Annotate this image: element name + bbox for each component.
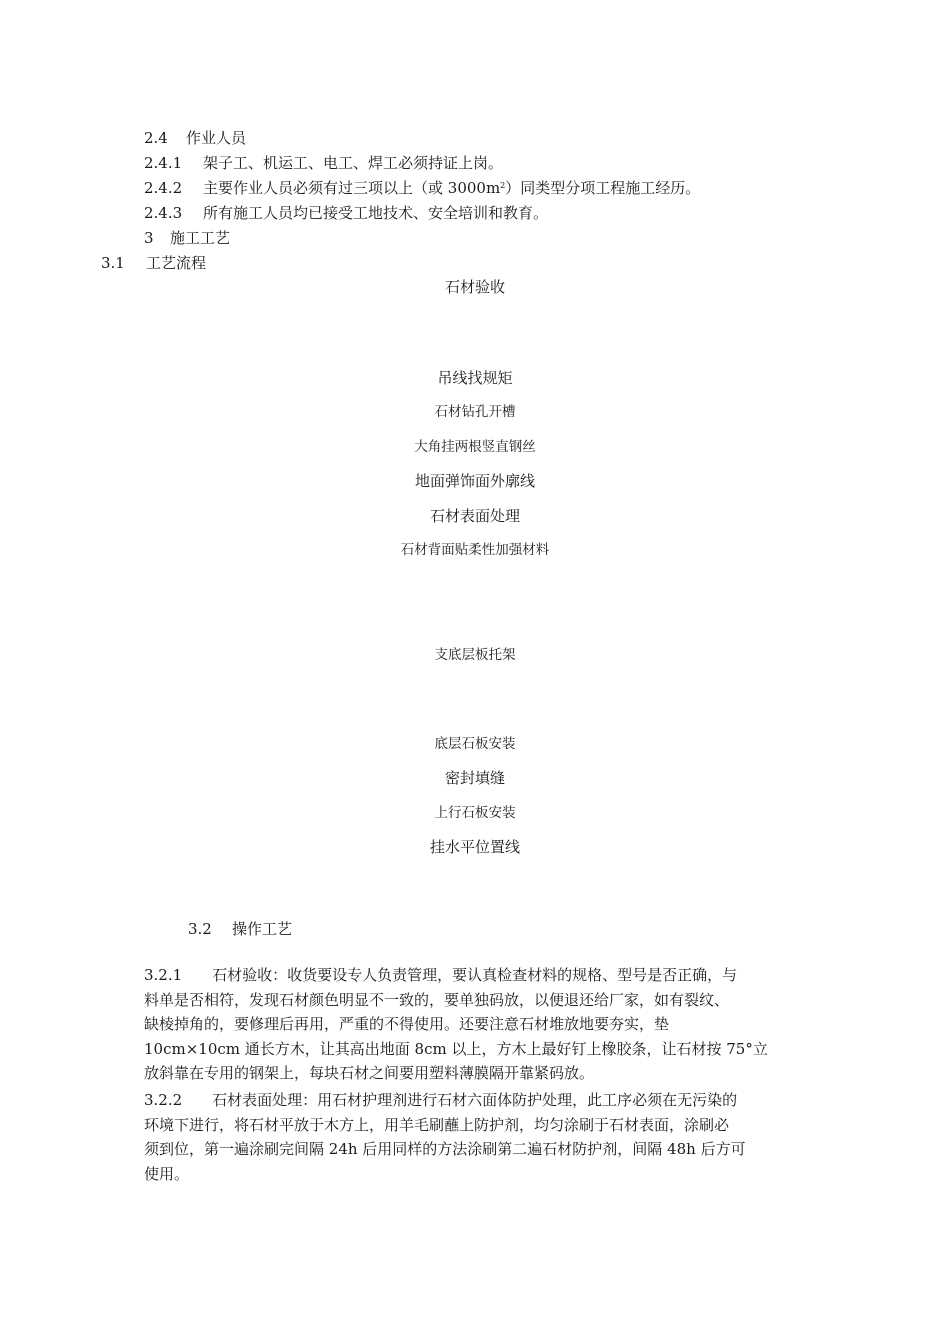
section-title: 施工工艺 <box>170 229 231 247</box>
flow-step: 挂水平位置线 <box>429 838 520 856</box>
paragraph-line: 3.2.1 石材验收：收货要设专人负责管理，要认真检查材料的规格、型号是否正确，与 <box>144 966 738 984</box>
section-3-heading <box>144 228 230 248</box>
item-2-4-2 <box>144 178 700 198</box>
item-text-before: 主要作业人员必须有过三项以上（或 3000m <box>203 179 501 197</box>
flow-step: 石材验收 <box>444 278 505 296</box>
item-number: 2.4.2 <box>144 179 183 197</box>
section-2-4-heading <box>144 128 246 148</box>
paragraph-line: 料单是否相符，发现石材颜色明显不一致的，要单独码放，以便退还给厂家，如有裂纹、 <box>144 990 730 1009</box>
paragraph-3-2-1 <box>144 963 804 1086</box>
flow-step: 上行石板安装 <box>434 805 516 821</box>
section-title: 操作工艺 <box>232 920 293 938</box>
paragraph-line: 缺棱掉角的，要修理后再用，严重的不得使用。还要注意石材堆放地要夯实，垫 <box>144 1015 670 1034</box>
flow-step: 石材背面贴柔性加强材料 <box>400 542 550 558</box>
item-text-after: ）同类型分项工程施工经历。 <box>505 179 701 197</box>
superscript: 2 <box>500 181 506 190</box>
paragraph-line: 放斜靠在专用的钢架上，每块石材之间要用塑料薄膜隔开靠紧码放。 <box>144 1064 595 1083</box>
section-title: 作业人员 <box>186 129 247 147</box>
item-text: 架子工、机运工、电工、焊工必须持证上岗。 <box>203 154 504 172</box>
flow-step: 吊线找规矩 <box>437 369 513 387</box>
section-3-2-heading <box>188 919 292 939</box>
item-number: 2.4.1 <box>144 154 183 172</box>
item-2-4-3 <box>144 203 548 223</box>
flow-step: 大角挂两根竖直钢丝 <box>414 439 536 455</box>
flow-step: 石材表面处理 <box>429 507 520 525</box>
section-number: 3.2 <box>188 920 212 938</box>
flow-step: 地面弹饰面外廓线 <box>414 472 535 490</box>
item-number: 2.4.3 <box>144 204 183 222</box>
paragraph-line: 10cm×10cm 通长方木，让其高出地面 8cm 以上，方木上最好钉上橡胶条，让石材按 75°立 <box>144 1039 768 1058</box>
paragraph-line: 使用。 <box>144 1164 190 1183</box>
paragraph-line: 3.2.2 石材表面处理：用石材护理剂进行石材六面体防护处理，此工序必须在无污染的 <box>144 1091 738 1109</box>
item-2-4-1 <box>144 153 503 173</box>
paragraph-line: 须到位，第一遍涂刷完间隔 24h 后用同样的方法涂刷第二遍石材防护剂，间隔 48h 后方可 <box>144 1140 746 1159</box>
section-number: 2.4 <box>144 129 168 147</box>
paragraph-3-2-2 <box>144 1088 804 1186</box>
flow-step: 石材钻孔开槽 <box>434 404 516 420</box>
flow-step: 密封填缝 <box>444 769 505 787</box>
flow-step: 支底层板托架 <box>434 647 516 663</box>
item-text: 所有施工人员均已接受工地技术、安全培训和教育。 <box>203 204 549 222</box>
section-number: 3.1 <box>101 254 125 272</box>
paragraph-line: 环境下进行，将石材平放于木方上，用羊毛刷蘸上防护剂，均匀涂刷于石材表面，涂刷必 <box>144 1115 730 1134</box>
flow-step: 底层石板安装 <box>434 736 516 752</box>
section-title: 工艺流程 <box>146 254 207 272</box>
section-3-1-heading <box>101 253 206 273</box>
section-number: 3 <box>144 229 154 247</box>
